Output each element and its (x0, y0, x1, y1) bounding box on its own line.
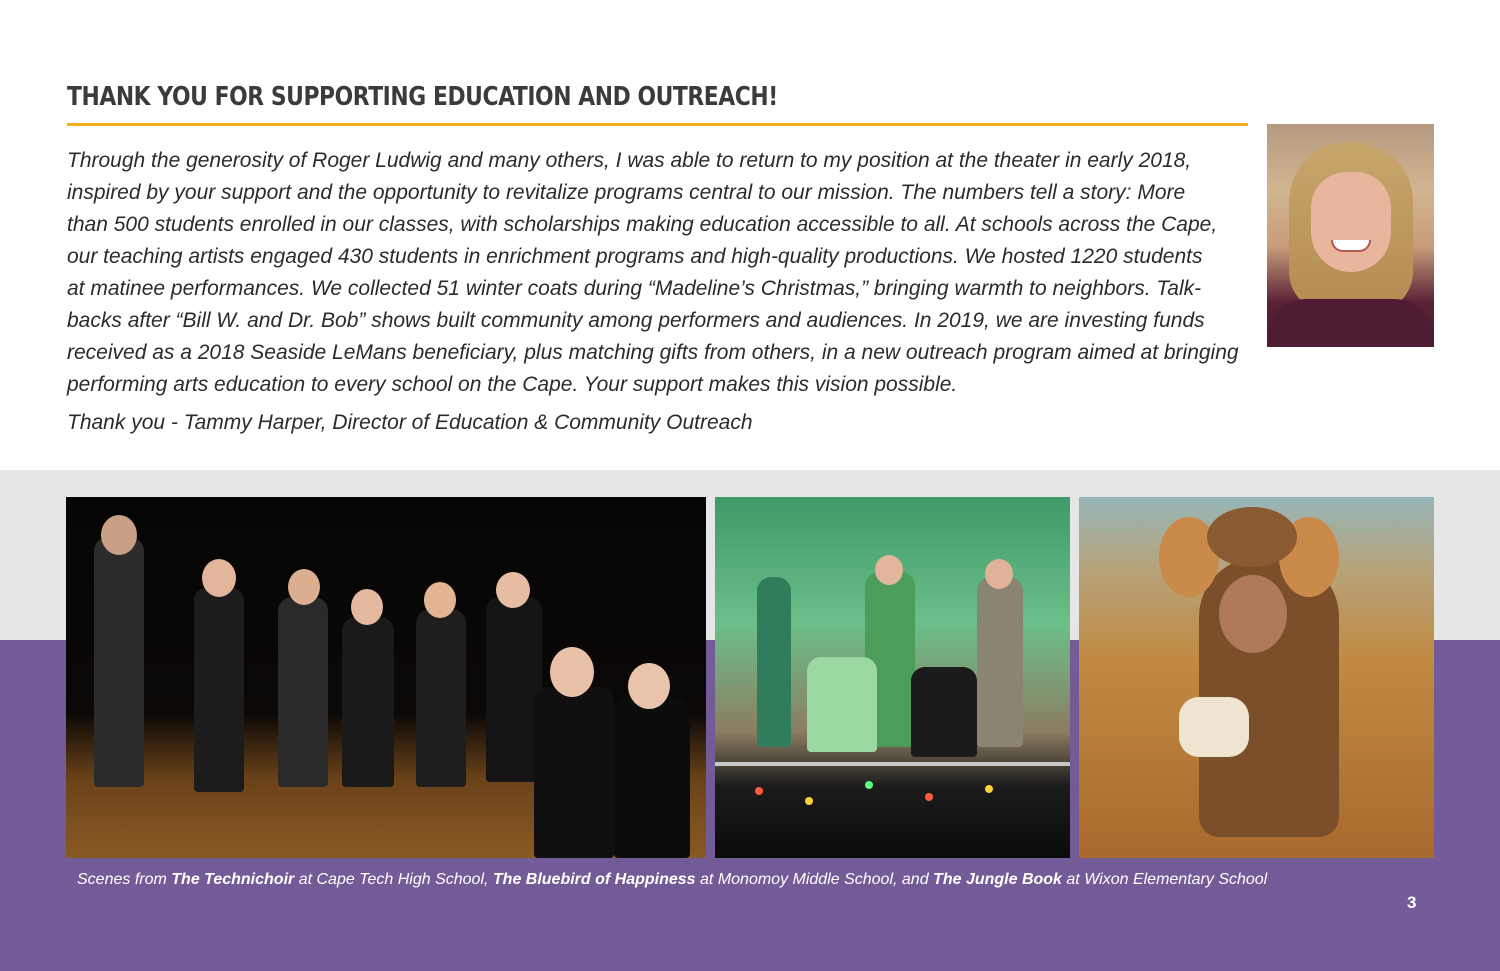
performer-head (351, 589, 383, 625)
letter-body (67, 145, 1257, 401)
letter-line: received as a 2018 Seaside LeMans beneficiary, plus matching gifts from others, in a new outreach program aimed at bringing (67, 341, 1239, 364)
performer-figure (977, 577, 1023, 747)
performer-figure (94, 537, 144, 787)
string-light (865, 781, 873, 789)
performer-figure (534, 687, 614, 858)
costume-glove (1179, 697, 1249, 757)
string-light (755, 787, 763, 795)
string-light (805, 797, 813, 805)
performer-head (628, 663, 670, 709)
photo-caption (77, 871, 1267, 889)
performer-head (101, 515, 137, 555)
performer-figure (278, 597, 328, 787)
jungle-book-photo (1079, 497, 1434, 858)
heading-rule (67, 123, 1248, 126)
performer-head (202, 559, 236, 597)
performer-figure (342, 617, 394, 787)
page-number: 3 (1407, 893, 1417, 912)
letter-line: inspired by your support and the opportunity to revitalize programs central to our mission. The numbers tell a story: More (67, 181, 1186, 204)
caption-text: Scenes from (77, 871, 172, 888)
performer-figure (757, 577, 791, 747)
caption-text: at Wixon Elementary School (1061, 871, 1268, 888)
letter-line: than 500 students enrolled in our classes, with scholarships making education accessible to all. At schools across the Cape, (67, 213, 1218, 236)
signoff: Thank you - Tammy Harper, Director of Education & Community Outreach (67, 411, 753, 434)
string-light (925, 793, 933, 801)
performer-head (985, 559, 1013, 589)
caption-show-title: The Jungle Book (933, 871, 1062, 888)
performer-figure (911, 667, 977, 757)
performer-head (424, 582, 456, 618)
letter-line: backs after “Bill W. and Dr. Bob” shows built community among performers and audiences. In 2019, we are investing funds (67, 309, 1205, 332)
letter-line: our teaching artists engaged 430 students in enrichment programs and high-quality productions. We hosted 1220 students (67, 245, 1203, 268)
letter-line: performing arts education to every school on the Cape. Your support makes this vision possible. (67, 373, 958, 396)
caption-show-title: The Technichoir (171, 871, 295, 888)
performer-head (288, 569, 320, 605)
performer-figure (614, 697, 690, 858)
technichoir-photo (66, 497, 706, 858)
letter-line: Through the generosity of Roger Ludwig and many others, I was able to return to my position at the theater in early 2018, (67, 149, 1192, 172)
caption-text: at Monomoy Middle School, and (695, 871, 934, 888)
page-heading: THANK YOU FOR SUPPORTING EDUCATION AND OUTREACH! (67, 82, 778, 112)
performer-head (496, 572, 530, 608)
costume-hood (1207, 507, 1297, 567)
performer-figure (416, 609, 466, 787)
child-face (1219, 575, 1287, 653)
portrait-smile (1331, 240, 1371, 252)
letter-line: at matinee performances. We collected 51 winter coats during “Madeline’s Christmas,” bringing warmth to neighbors. Talk- (67, 277, 1202, 300)
performer-head (550, 647, 594, 697)
performer-head (875, 555, 903, 585)
portrait-shirt (1267, 299, 1434, 347)
string-light (985, 785, 993, 793)
performer-figure (807, 657, 877, 752)
performer-figure (194, 587, 244, 792)
bluebird-photo (715, 497, 1070, 858)
stage-edge (715, 762, 1070, 766)
caption-text: at Cape Tech High School, (294, 871, 493, 888)
caption-show-title: The Bluebird of Happiness (492, 871, 696, 888)
portrait-face (1311, 172, 1391, 272)
portrait-photo (1267, 124, 1434, 347)
